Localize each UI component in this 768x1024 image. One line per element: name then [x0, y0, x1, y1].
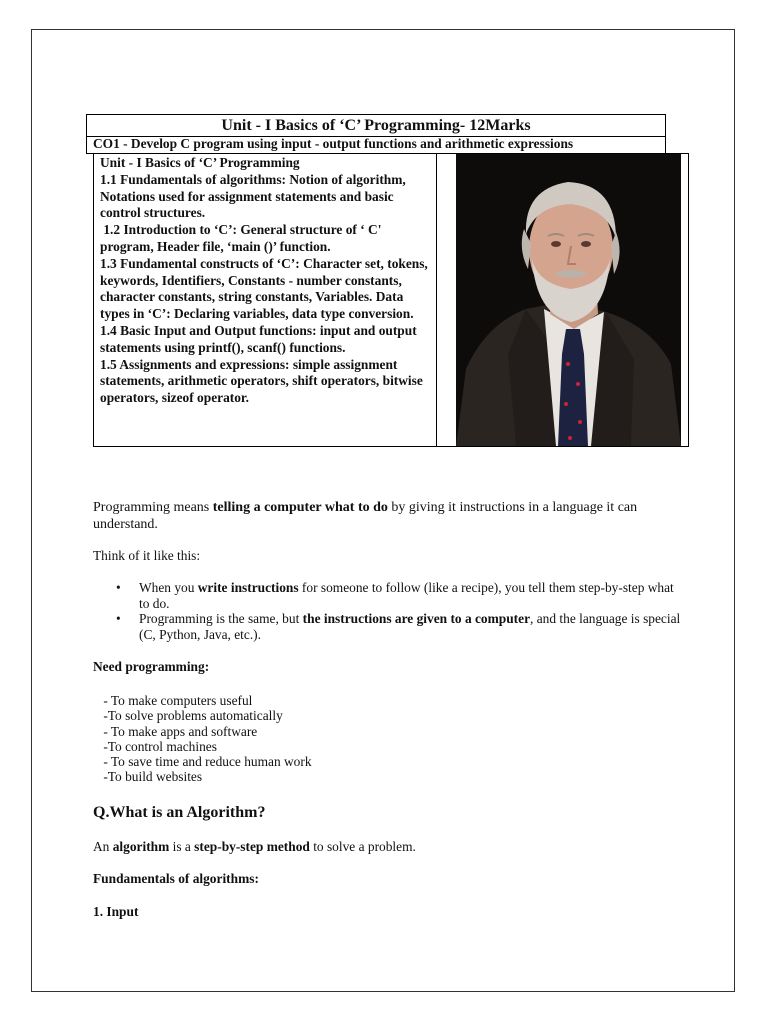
syllabus-line: 1.3 Fundamental constructs of ‘C’: Character set, tokens, keywords, Identifiers, Constants - number constants, character constants, string constants, Variables. Data types in ‘C’: Declaring variables, data type conversion. — [100, 255, 428, 322]
input-heading: 1. Input — [93, 904, 139, 919]
list-item: -To build websites — [100, 769, 203, 785]
programming-definition: Programming means telling a computer what to do by giving it instructions in a language it can understand. — [93, 500, 638, 532]
list-item: -To solve problems automatically — [100, 708, 283, 724]
unit-title: Unit - I Basics of ‘C’ Programming- 12Marks — [86, 114, 666, 137]
reasons-list — [100, 693, 312, 785]
list-item: - To save time and reduce human work — [100, 754, 312, 770]
list-item: -To control machines — [100, 738, 217, 754]
bullet-icon: • — [116, 580, 121, 595]
portrait-photo — [456, 154, 681, 446]
syllabus-line: Unit - I Basics of ‘C’ Programming — [100, 155, 300, 170]
need-heading: Need programming: — [93, 659, 210, 674]
syllabus-table — [93, 153, 689, 447]
algorithm-definition: An algorithm is a step-by-step method to solve a problem. — [93, 839, 416, 854]
bullet-icon: • — [116, 611, 121, 626]
syllabus-line: 1.5 Assignments and expressions: simple assignment statements, arithmetic operators, shift operators, bitwise operators, sizeof operator. — [100, 356, 423, 406]
syllabus-line: 1.4 Basic Input and Output functions: input and output statements using printf(), scanf() functions. — [100, 322, 417, 355]
think-line: Think of it like this: — [93, 548, 201, 563]
syllabus-line: 1.1 Fundamentals of algorithms: Notion of algorithm, Notations used for assignment statements and basic control structures. — [100, 171, 406, 221]
list-item: • Programming is the same, but the instructions are given to a computer, and the language is special (C, Python, Java, etc.). — [116, 611, 681, 642]
list-item: • When you write instructions for someone to follow (like a recipe), you tell them step-by-step what to do. — [116, 580, 674, 611]
analogy-list — [116, 580, 684, 642]
syllabus-line: 1.2 Introduction to ‘C’: General structure of ‘ C' program, Header file, ‘main ()’ function. — [100, 222, 385, 254]
question-heading: Q.What is an Algorithm? — [93, 804, 266, 821]
list-item: - To make computers useful — [100, 693, 253, 708]
syllabus-cell — [94, 154, 437, 446]
list-item: - To make apps and software — [100, 723, 258, 739]
fundamentals-heading: Fundamentals of algorithms: — [93, 871, 259, 886]
course-outcome: CO1 - Develop C program using input - output functions and arithmetic expressions — [86, 136, 666, 154]
